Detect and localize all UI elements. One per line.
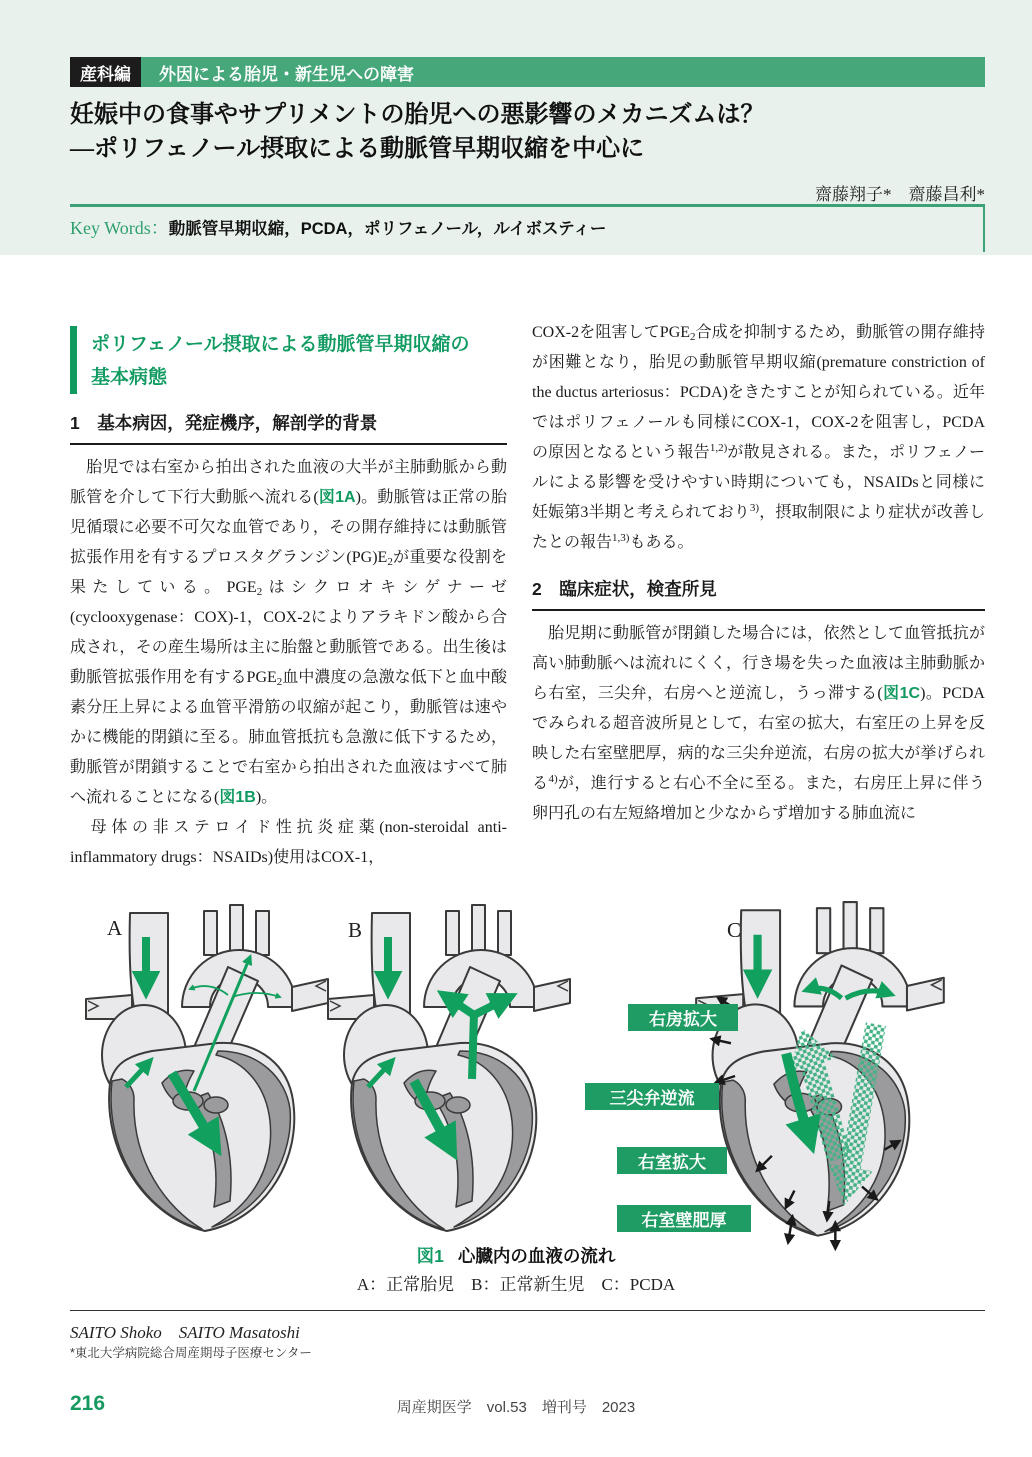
footer-rule bbox=[70, 1310, 985, 1311]
page-number: 216 bbox=[70, 1392, 106, 1415]
figure-letter-a: A bbox=[107, 916, 123, 940]
keywords-text: 動脈管早期収縮，PCDA，ポリフェノール，ルイボスティー bbox=[168, 220, 607, 238]
heart-diagram-c-pcda bbox=[688, 900, 954, 1252]
series-title: 外因による胎児・新生児への障害 bbox=[141, 57, 985, 87]
header-bar bbox=[70, 57, 985, 87]
keywords-inner bbox=[70, 207, 985, 252]
column-right bbox=[532, 318, 985, 829]
article-title-line1: 妊娠中の食事やサプリメントの胎児への悪影響のメカニズムは？ bbox=[70, 102, 765, 128]
column-left bbox=[70, 326, 507, 873]
footer-author-names: SAITO Shoko SAITO Masatoshi bbox=[70, 1323, 300, 1342]
figure-letter-b: B bbox=[348, 918, 363, 942]
paragraph-2-right: COX-2を阻害して$PGE_2$合成を抑制するため，動脈管の開存維持が困難となり，胎児の動脈管早期収縮(premature constriction of the ductus arteriosus：PCDA)をきたすことが知られている。近年ではポリフェノールも同様にCOX-1，COX-2を阻害し，PCDAの原因となるという報告$^{1,2)}$が散見される。また，ポリフェノールによる影響を受けやすい時期についても，NSAIDsと同様に妊娠第3半期と考えられており$^{3)}$，摂取制限により症状が改善したとの報告$^{1,3)}$もある。 bbox=[532, 324, 985, 551]
annotation-right-atrium-enlargement: 右房拡大 bbox=[628, 1004, 738, 1031]
subsection-1-heading: 1 基本病因，発症機序，解剖学的背景 bbox=[70, 408, 507, 445]
keywords-section bbox=[70, 204, 985, 252]
edition-label: 産科編 bbox=[70, 57, 141, 87]
article-authors: 齋藤翔子* 齋藤昌利* bbox=[815, 185, 985, 204]
paragraph-3: 胎児期に動脈管が閉鎖した場合には，依然として血管抵抗が高い肺動脈へは流れにくく，行き場を失った血液は主肺動脈から右室，三尖弁，右房へと逆流し，うっ滞する(図1C)。PCDAでみられる超音波所見として，右室の拡大，右室圧の上昇を反映した右室壁肥厚，病的な三尖弁逆流，右房の拡大が挙げられる$^{4)}$が，進行すると右心不全に至る。また，右房圧上昇に伴う卵円孔の右左短絡増加と少なからず増加する肺血流に bbox=[532, 625, 985, 822]
figure-caption-sub: A：正常胎児 B：正常新生児 C：PCDA bbox=[356, 1275, 676, 1294]
section-heading-text: ポリフェノール摂取による動脈管早期収縮の 基本病態 bbox=[91, 334, 470, 388]
annotation-tricuspid-regurgitation: 三尖弁逆流 bbox=[585, 1083, 719, 1110]
heart-diagram-a-normal-fetus bbox=[80, 903, 332, 1243]
annotation-right-ventricular-wall-hypertrophy: 右室壁肥厚 bbox=[617, 1205, 751, 1232]
footer-affiliation: *東北大学病院総合周産期母子医療センター bbox=[70, 1346, 312, 1360]
journal-issue-line: 周産期医学 vol.53 増刊号 2023 bbox=[396, 1399, 636, 1416]
figure-caption bbox=[0, 1243, 1032, 1268]
keywords-label: Key Words： bbox=[70, 218, 169, 238]
section-heading-bar bbox=[70, 326, 77, 394]
figure-caption-title: 心臓内の血液の流れ bbox=[457, 1246, 616, 1266]
paragraph-1: 胎児では右室から拍出された血液の大半が主肺動脈から動脈管を介して下行大動脈へ流れる(図1A)。動脈管は正常の胎児循環に必要不可欠な血管であり，その開存維持には動脈管拡張作用を有するプロスタグランジン$(PG)E_2$が重要な役割を果たしている。$PGE_2$はシクロオキシゲナーゼ(cyclooxygenase：COX)-1，COX-2によりアラキドン酸から合成され，その産生場所は主に胎盤と動脈管である。出生後は動脈管拡張作用を有する$PGE_2$血中濃度の急激な低下と血中酸素分圧上昇による血管平滑筋の収縮が起こり，動脈管は速やかに機能的閉鎖に至る。肺血管抵抗も急激に低下するため，動脈管が閉鎖することで右室から拍出された血液はすべて肺へ流れることになる(図1B)。 bbox=[70, 459, 507, 806]
paragraph-2-left: 母体の非ステロイド性抗炎症薬(non-steroidal anti-inflammatory drugs：NSAIDs)使用はCOX-1， bbox=[70, 819, 507, 866]
article-title-line2: ―ポリフェノール摂取による動脈管早期収縮を中心に bbox=[70, 136, 645, 162]
figure-number: 図1 bbox=[416, 1246, 444, 1266]
figure-letter-c: C bbox=[727, 918, 742, 942]
section-heading bbox=[70, 326, 507, 394]
heart-diagram-b-normal-newborn bbox=[322, 903, 574, 1243]
article-title bbox=[70, 98, 985, 166]
annotation-right-ventricle-enlargement: 右室拡大 bbox=[617, 1147, 727, 1174]
subsection-2-heading: 2 臨床症状，検査所見 bbox=[532, 574, 985, 611]
